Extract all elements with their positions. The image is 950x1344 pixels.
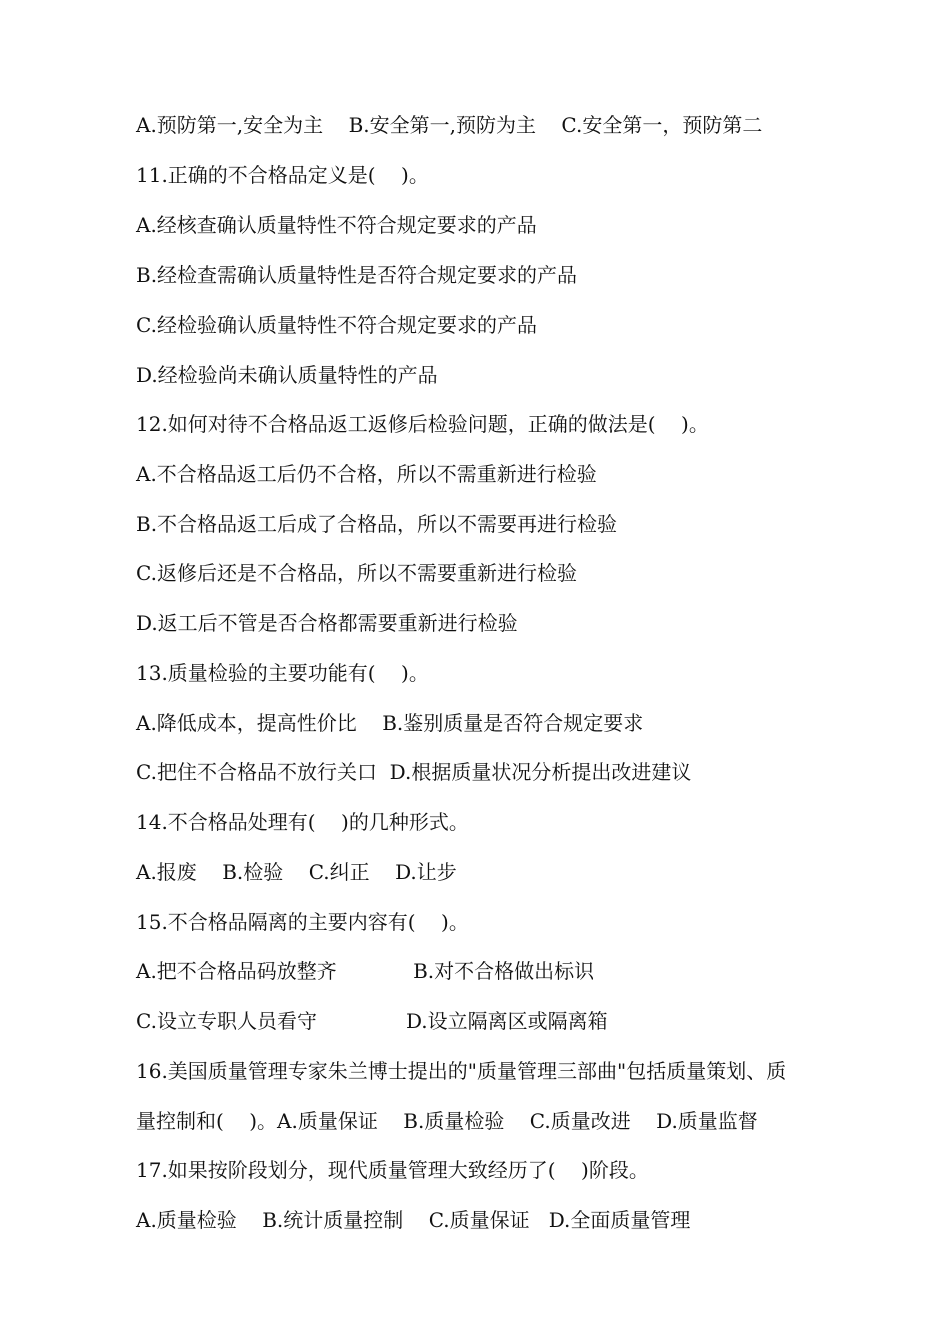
option-11-d: D.经检验尚未确认质量特性的产品 [136, 363, 438, 387]
option-12-d: D.返工后不管是否合格都需要重新进行检验 [136, 611, 518, 635]
option-line-q10: A.预防第一,安全为主 B.安全第一,预防为主 C.安全第一，预防第二 [136, 113, 763, 137]
question-13: 13.质量检验的主要功能有( )。 [136, 661, 429, 685]
question-16-continued: 量控制和( )。A.质量保证 B.质量检验 C.质量改进 D.质量监督 [136, 1109, 758, 1133]
question-15: 15.不合格品隔离的主要内容有( )。 [136, 910, 469, 934]
question-14: 14.不合格品处理有( )的几种形式。 [136, 810, 469, 834]
question-17: 17.如果按阶段划分，现代质量管理大致经历了( )阶段。 [136, 1158, 649, 1182]
options-17: A.质量检验 B.统计质量控制 C.质量保证 D.全面质量管理 [136, 1208, 691, 1232]
question-11: 11.正确的不合格品定义是( )。 [136, 163, 429, 187]
option-12-a: A.不合格品返工后仍不合格，所以不需重新进行检验 [136, 462, 597, 486]
options-13-ab: A.降低成本，提高性价比 B.鉴别质量是否符合规定要求 [136, 711, 644, 735]
options-13-cd: C.把住不合格品不放行关口 D.根据质量状况分析提出改进建议 [136, 760, 692, 784]
options-15-cd: C.设立专职人员看守 D.设立隔离区或隔离箱 [136, 1009, 608, 1033]
question-12: 12.如何对待不合格品返工返修后检验问题，正确的做法是( )。 [136, 412, 709, 436]
question-16: 16.美国质量管理专家朱兰博士提出的"质量管理三部曲"包括质量策划、质 [136, 1059, 787, 1083]
option-12-c: C.返修后还是不合格品，所以不需要重新进行检验 [136, 561, 577, 585]
option-11-a: A.经核查确认质量特性不符合规定要求的产品 [136, 213, 537, 237]
option-12-b: B.不合格品返工后成了合格品，所以不需要再进行检验 [136, 512, 618, 536]
options-15-ab: A.把不合格品码放整齐 B.对不合格做出标识 [136, 959, 595, 983]
option-11-c: C.经检验确认质量特性不符合规定要求的产品 [136, 313, 537, 337]
options-14: A.报废 B.检验 C.纠正 D.让步 [136, 860, 457, 884]
option-11-b: B.经检查需确认质量特性是否符合规定要求的产品 [136, 263, 578, 287]
